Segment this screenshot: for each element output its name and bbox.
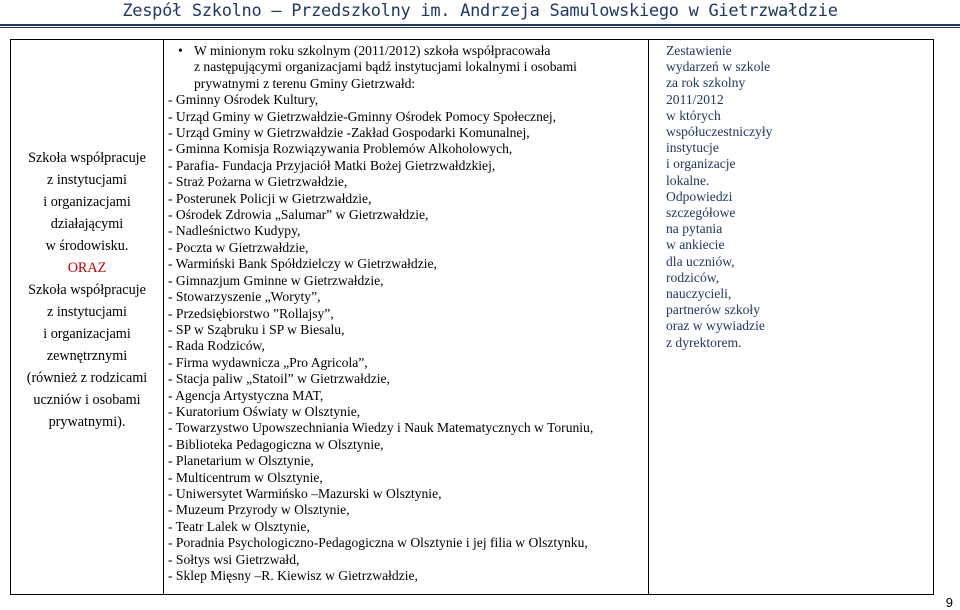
left-line: działającymi [50, 216, 124, 232]
list-item: - Multicentrum w Olsztynie, [168, 469, 323, 485]
list-item: - Sołtys wsi Gietrzwałd, [168, 551, 300, 567]
list-item: - Planetarium w Olsztynie, [168, 453, 314, 469]
list-item: - Firma wydawnicza „Pro Agricola”, [168, 354, 368, 370]
list-item: - SP w Sząbruku i SP w Biesalu, [168, 321, 345, 337]
list-item: - Teatr Lalek w Olsztynie, [168, 518, 310, 534]
list-item: - Urząd Gminy w Gietrzwałdzie-Gminny Ośrodek Pomocy Społecznej, [168, 108, 557, 124]
summary-line: instytucje [666, 140, 719, 156]
left-column-text [11, 40, 163, 433]
left-line: z instytucjami [47, 172, 127, 188]
summary-line: Odpowiedzi [666, 188, 733, 204]
intro-line: z następującymi organizacjami bądź instytucjami lokalnymi i osobami [194, 59, 577, 75]
intro-line: W minionym roku szkolnym (2011/2012) szkoła współpracowała [194, 43, 551, 58]
summary-line: za rok szkolny [666, 75, 746, 91]
content-table [10, 39, 934, 595]
header-divider-thin [0, 27, 960, 28]
summary-line: 2011/2012 [666, 91, 724, 107]
list-item: - Gimnazjum Gminne w Gietrzwałdzie, [168, 272, 384, 288]
organizations-list [168, 92, 648, 584]
summary-line: lokalne. [666, 172, 710, 188]
right-column-cell [649, 40, 934, 595]
page-header-title: Zespół Szkolno – Przedszkolny im. Andrzeja Samulowskiego w Gietrzwałdzie [122, 1, 838, 21]
list-item: - Sklep Mięsny –R. Kiewisz w Gietrzwałdzie, [168, 568, 418, 583]
list-item: - Urząd Gminy w Gietrzwałdzie -Zakład Gospodarki Komunalnej, [168, 125, 530, 141]
intro-paragraph [168, 43, 648, 92]
left-line: uczniów i osobami [33, 392, 141, 408]
page-number: 9 [945, 595, 953, 610]
left-line: (również z rodzicami [26, 370, 148, 386]
summary-line: nauczycieli, [666, 286, 732, 302]
list-item: - Gminna Komisja Rozwiązywania Problemów Alkoholowych, [168, 141, 513, 157]
list-item: - Rada Rodziców, [168, 338, 265, 354]
left-column-cell [11, 40, 164, 595]
left-line: w środowisku. [45, 238, 129, 254]
list-item: - Nadleśnictwo Kudypy, [168, 223, 301, 239]
left-line-oraz: ORAZ [67, 260, 107, 276]
left-line: i organizacjami [43, 194, 131, 210]
table-row [11, 40, 934, 595]
organizations-list-block [164, 40, 648, 594]
list-item: - Kuratorium Oświaty w Olsztynie, [168, 403, 361, 419]
list-item: - Uniwersytet Warmińsko –Mazurski w Olsztynie, [168, 485, 442, 501]
list-item: - Przedsiębiorstwo ”Rollajsy”, [168, 305, 334, 321]
summary-line: i organizacje [666, 156, 736, 172]
list-item: - Biblioteka Pedagogiczna w Olsztynie, [168, 436, 384, 452]
summary-line: partnerów szkoły [666, 302, 760, 318]
summary-line: współuczestniczyły [666, 124, 773, 140]
list-item: - Poradnia Psychologiczno-Pedagogiczna w Olsztynie i jej filia w Olsztynku, [168, 535, 588, 551]
summary-line: wydarzeń w szkole [666, 59, 771, 75]
list-item: - Straż Pożarna w Gietrzwałdzie, [168, 174, 348, 190]
left-line: i organizacjami [43, 326, 131, 342]
summary-line: szczegółowe [666, 205, 736, 221]
list-item: - Poczta w Gietrzwałdzie, [168, 239, 309, 255]
middle-column-cell [164, 40, 649, 595]
left-line: Szkoła współpracuje [28, 282, 146, 298]
list-item: - Agencja Artystyczna MAT, [168, 387, 324, 403]
summary-line: dla uczniów, [666, 253, 735, 269]
summary-note [649, 40, 933, 351]
header-divider [0, 24, 960, 26]
list-item: - Posterunek Policji w Gietrzwałdzie, [168, 190, 372, 206]
left-line: prywatnymi). [48, 414, 126, 430]
intro-line: prywatnymi z terenu Gminy Gietrzwałd: [194, 75, 416, 91]
list-item: - Stowarzyszenie „Woryty”, [168, 289, 321, 305]
summary-line: na pytania [666, 221, 723, 237]
left-line: z instytucjami [47, 304, 127, 320]
list-item: - Ośrodek Zdrowia „Salumar” w Gietrzwałdzie, [168, 207, 429, 223]
list-item: - Muzeum Przyrody w Olsztynie, [168, 502, 350, 518]
summary-line: z dyrektorem. [666, 334, 742, 350]
bullet-icon: • [178, 43, 183, 58]
summary-line: w których [666, 107, 721, 123]
list-item: - Gminny Ośrodek Kultury, [168, 92, 319, 108]
summary-line: Zestawienie [666, 43, 732, 58]
summary-line: oraz w wywiadzie [666, 318, 765, 334]
left-line: Szkoła współpracuje [28, 150, 146, 166]
left-line: zewnętrznymi [46, 348, 128, 364]
list-item: - Stacja paliw „Statoil” w Gietrzwałdzie, [168, 371, 390, 387]
list-item: - Towarzystwo Upowszechniania Wiedzy i Nauk Matematycznych w Toruniu, [168, 420, 594, 436]
summary-line: w ankiecie [666, 237, 725, 253]
summary-line: rodziców, [666, 269, 720, 285]
list-item: - Warmiński Bank Spółdzielczy w Gietrzwałdzie, [168, 256, 437, 272]
list-item: - Parafia- Fundacja Przyjaciół Matki Bożej Gietrzwałdzkiej, [168, 157, 496, 173]
